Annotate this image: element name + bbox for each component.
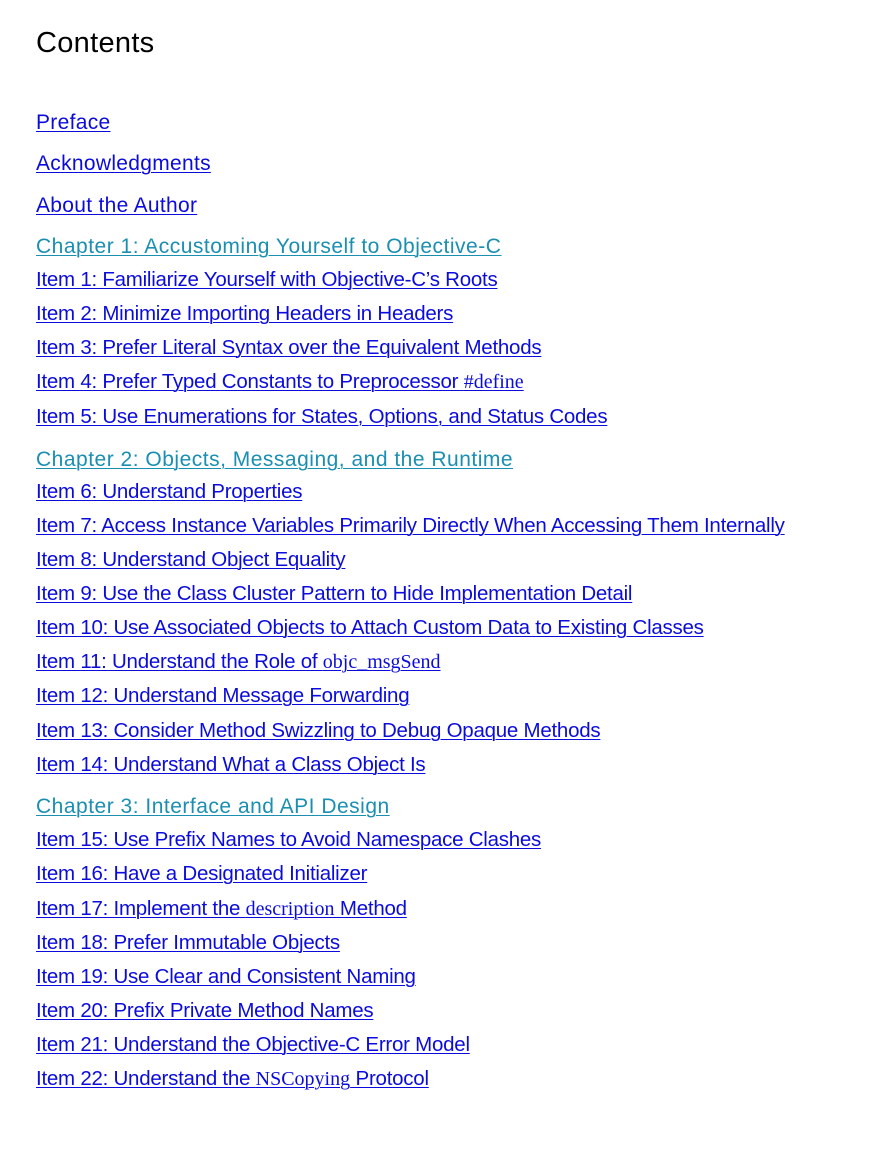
code-term: NSCopying	[255, 1068, 351, 1090]
toc-item-12[interactable]	[36, 686, 409, 707]
item-label: Item 12: Understand Message Forwarding	[36, 684, 410, 707]
item-label: Item 10: Use Associated Objects to Attach Custom Data to Existing Classes	[36, 616, 704, 639]
item-label: Item 7: Access Instance Variables Primarily Directly When Accessing Them Internally	[36, 514, 785, 537]
toc-link-preface[interactable]: Preface	[36, 111, 111, 134]
item-label: Item 4: Prefer Typed Constants to Preprocessor	[36, 370, 464, 393]
toc-item-10[interactable]	[36, 618, 704, 639]
toc-item-22[interactable]	[36, 1069, 429, 1090]
item-label-suffix: Protocol	[350, 1067, 429, 1090]
toc-item-5[interactable]	[36, 407, 607, 428]
toc-item-8[interactable]	[36, 550, 345, 571]
toc-item-3[interactable]	[36, 338, 541, 359]
item-label: Item 16: Have a Designated Initializer	[36, 862, 368, 885]
toc-item-9[interactable]	[36, 584, 632, 605]
item-label: Item 20: Prefix Private Method Names	[36, 999, 374, 1022]
toc-chapter-2[interactable]: Chapter 2: Objects, Messaging, and the Runtime	[36, 448, 514, 471]
code-term: description	[245, 898, 335, 920]
toc-item-1[interactable]	[36, 270, 497, 291]
item-label: Item 11: Understand the Role of	[36, 650, 323, 673]
code-term: objc_msgSend	[322, 651, 441, 673]
toc-item-15[interactable]	[36, 830, 541, 851]
item-label: Item 21: Understand the Objective-C Error Model	[36, 1033, 470, 1056]
item-label: Item 8: Understand Object Equality	[36, 548, 346, 571]
item-label-suffix: Method	[334, 897, 407, 920]
toc-chapter-1[interactable]: Chapter 1: Accustoming Yourself to Objective-C	[36, 235, 502, 258]
code-term: #define	[463, 371, 524, 393]
item-label: Item 5: Use Enumerations for States, Options, and Status Codes	[36, 405, 608, 428]
item-label: Item 18: Prefer Immutable Objects	[36, 931, 340, 954]
item-label: Item 17: Implement the	[36, 897, 246, 920]
item-label: Item 13: Consider Method Swizzling to Debug Opaque Methods	[36, 719, 601, 742]
item-label: Item 19: Use Clear and Consistent Naming	[36, 965, 416, 988]
toc-item-20[interactable]	[36, 1001, 373, 1022]
toc-item-18[interactable]	[36, 933, 340, 954]
item-label: Item 6: Understand Properties	[36, 480, 303, 503]
item-label: Item 2: Minimize Importing Headers in Headers	[36, 302, 454, 325]
item-label: Item 14: Understand What a Class Object Is	[36, 753, 426, 776]
toc-item-21[interactable]	[36, 1035, 470, 1056]
toc-chapter-3[interactable]: Chapter 3: Interface and API Design	[36, 795, 390, 818]
page-title: Contents	[36, 27, 155, 59]
toc-item-2[interactable]	[36, 304, 453, 325]
toc-item-7[interactable]	[36, 516, 785, 537]
item-label: Item 22: Understand the	[36, 1067, 256, 1090]
toc-item-16[interactable]	[36, 864, 367, 885]
item-label: Item 1: Familiarize Yourself with Objective-C’s Roots	[36, 268, 498, 291]
toc-item-6[interactable]	[36, 482, 302, 503]
toc-item-13[interactable]	[36, 721, 600, 742]
toc-item-14[interactable]	[36, 755, 425, 776]
toc-item-19[interactable]	[36, 967, 416, 988]
toc-link-about-the-author[interactable]: About the Author	[36, 194, 198, 217]
toc-item-11[interactable]	[36, 652, 441, 673]
toc-link-acknowledgments[interactable]: Acknowledgments	[36, 152, 211, 175]
toc-item-4[interactable]	[36, 372, 524, 393]
item-label: Item 9: Use the Class Cluster Pattern to Hide Implementation Detail	[36, 582, 633, 605]
item-label: Item 3: Prefer Literal Syntax over the Equivalent Methods	[36, 336, 542, 359]
toc-item-17[interactable]	[36, 899, 407, 920]
item-label: Item 15: Use Prefix Names to Avoid Namespace Clashes	[36, 828, 542, 851]
